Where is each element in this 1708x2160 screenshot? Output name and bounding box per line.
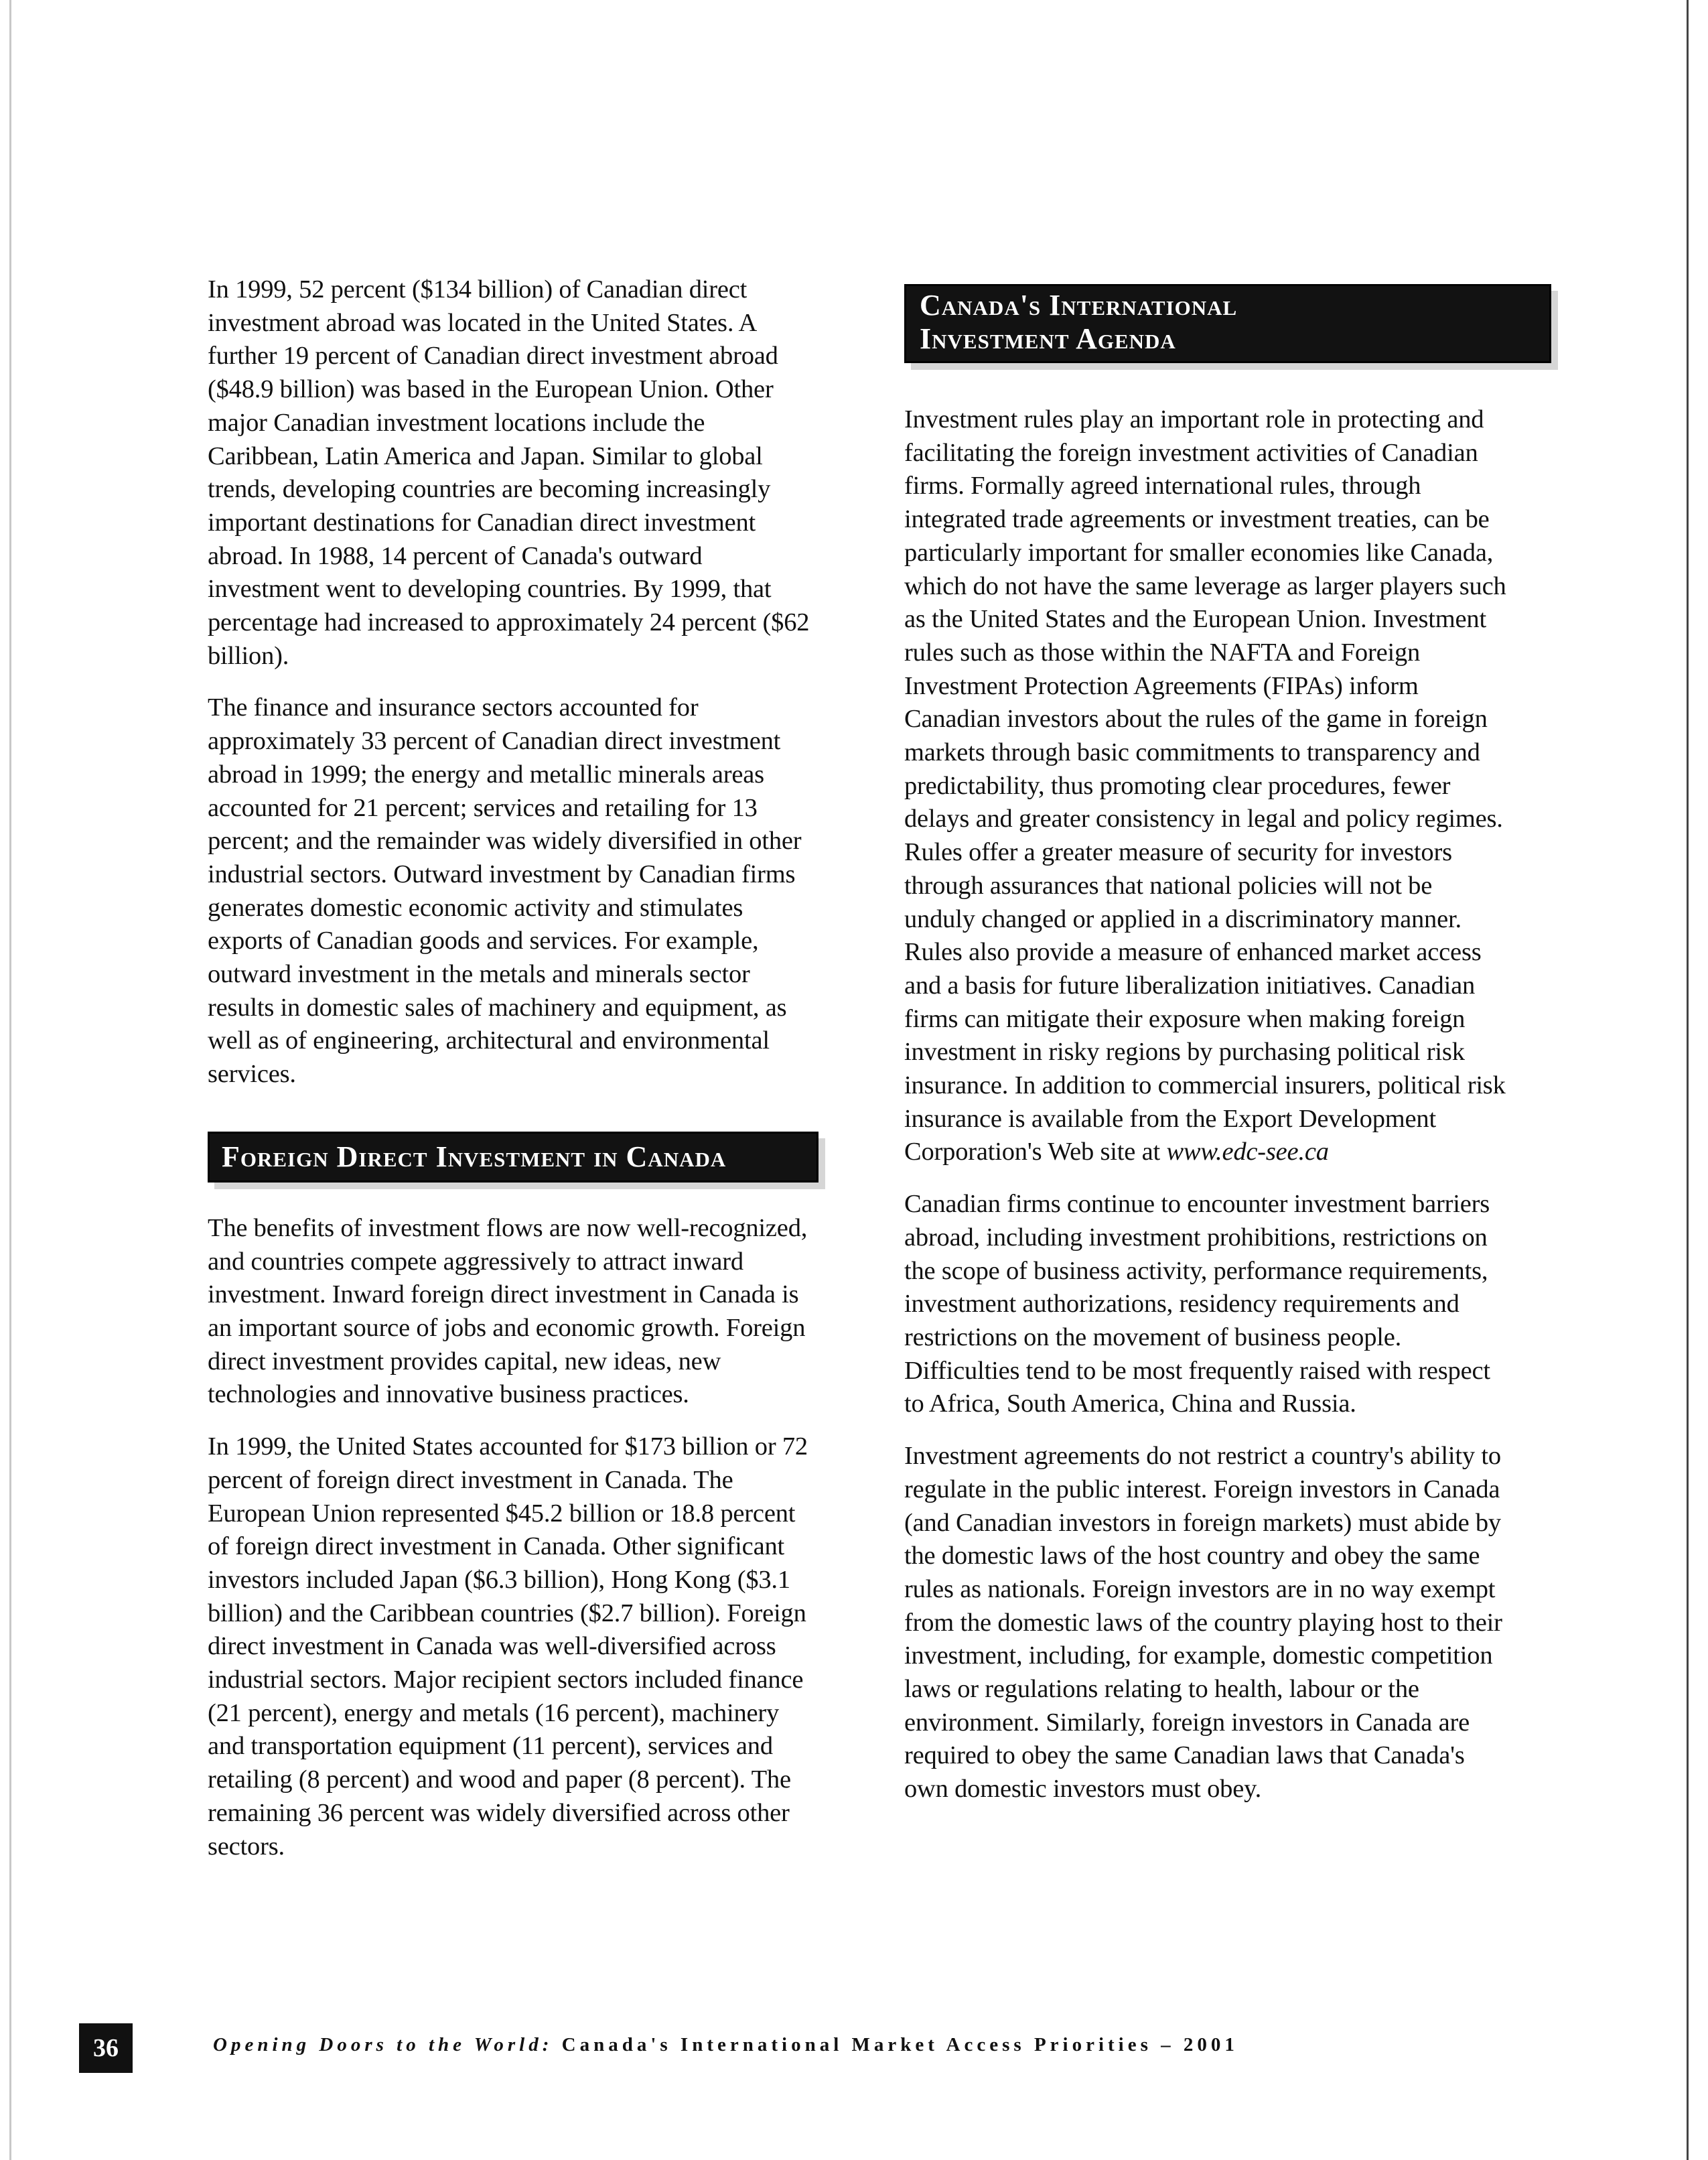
- right-paragraph-1: [904, 403, 1507, 1169]
- section-heading-investment-agenda: [904, 284, 1551, 363]
- edc-web-link[interactable]: www.edc-see.ca: [1166, 1138, 1329, 1166]
- footer-title-italic: Opening Doors to the World:: [213, 2034, 553, 2055]
- section-heading-foreign-direct-investment: [208, 1132, 819, 1183]
- footer-title: [213, 2034, 1439, 2056]
- right-column: [904, 273, 1507, 1825]
- right-paragraph-1-text: Investment rules play an important role in protecting and facilitating the foreign investment activities of Canadian firms. Formally agreed international rules, through integrated trade agreements or investment treaties, can be particularly important for smaller economies like Canada, which do not have the same leverage as larger players such as the United States and the European Union. Investment rules such as those within the NAFTA and Foreign Investment Protection Agreements (FIPAs) inform Canadian investors about the rules of the game in foreign markets through basic commitments to transparency and predictability, thus promoting clear procedures, fewer delays and greater consistency in legal and policy regimes. Rules offer a greater measure of security for investors through assurances that national policies will not be unduly changed or applied in a discriminatory manner. Rules also provide a measure of enhanced market access and a basis for future liberalization initiatives. Canadian firms can mitigate their exposure when making foreign investment in risky regions by purchasing political risk insurance. In addition to commercial insurers, political risk insurance is available from the Export Development Corporation's Web site at: [904, 405, 1506, 1166]
- left-paragraph-2: The finance and insurance sectors accounted for approximately 33 percent of Canadian direct investment abroad in 1999; the energy and metallic minerals areas accounted for 21 percent; services and retailing for 13 percent; and the remainder was widely diversified in other industrial sectors. Outward investment by Canadian firms generates domestic economic activity and stimulates exports of Canadian goods and services. For example, outward investment in the metals and minerals sector results in domestic sales of machinery and equipment, as well as of engineering, architectural and environmental services.: [208, 693, 802, 1089]
- footer-title-rest: Canada's International Market Access Priorities – 2001: [561, 2034, 1238, 2055]
- right-paragraph-3: Investment agreements do not restrict a country's ability to regulate in the public interest. Foreign investors in Canada (and Canadian investors in foreign markets) must abide by the domestic laws of the host country and obey the same rules as nationals. Foreign investors are in no way exempt from the domestic laws of the country playing host to their investment, including, for example, domestic competition laws or regulations relating to health, labour or the environment. Similarly, foreign investors in Canada are required to obey the same Canadian laws that Canada's own domestic investors must obey.: [904, 1442, 1502, 1804]
- section-heading-line-2: Investment Agenda: [920, 322, 1176, 355]
- scan-edge-right: [1687, 0, 1689, 2160]
- section-heading-line-1: Canada's International: [920, 289, 1238, 322]
- right-paragraph-2: Canadian firms continue to encounter investment barriers abroad, including investment prohibitions, restrictions on the scope of business activity, performance requirements, investment authorizations, residency requirements and restrictions on the movement of business people. Difficulties tend to be most frequently raised with respect to Africa, South America, China and Russia.: [904, 1190, 1490, 1418]
- left-paragraph-4: In 1999, the United States accounted for $173 billion or 72 percent of foreign direct investment in Canada. The European Union represented $45.2 billion or 18.8 percent of foreign direct investment in Canada. Other significant investors included Japan ($6.3 billion), Hong Kong ($3.1 billion) and the Caribbean countries ($2.7 billion). Foreign direct investment in Canada was well-diversified across industrial sectors. Major recipient sectors included finance (21 percent), energy and metals (16 percent), machinery and transportation equipment (11 percent), services and retailing (8 percent) and wood and paper (8 percent). The remaining 36 percent was widely diversified across other sectors.: [208, 1432, 808, 1861]
- left-paragraph-1: In 1999, 52 percent ($134 billion) of Canadian direct investment abroad was located in the United States. A further 19 percent of Canadian direct investment abroad ($48.9 billion) was based in the European Union. Other major Canadian investment locations include the Caribbean, Latin America and Japan. Similar to global trends, developing countries are becoming increasingly important destinations for Canadian direct investment abroad. In 1988, 14 percent of Canada's outward investment went to developing countries. By 1999, that percentage had increased to approximately 24 percent ($62 billion).: [208, 275, 810, 670]
- left-column: [208, 273, 810, 1882]
- page-number: 36: [79, 2023, 133, 2073]
- section-heading-text: Foreign Direct Investment in Canada: [222, 1140, 727, 1173]
- scan-edge-left: [9, 0, 11, 2160]
- left-paragraph-3: The benefits of investment flows are now well-recognized, and countries compete aggressively to attract inward investment. Inward foreign direct investment in Canada is an important source of jobs and economic growth. Foreign direct investment provides capital, new ideas, new technologies and innovative business practices.: [208, 1213, 808, 1409]
